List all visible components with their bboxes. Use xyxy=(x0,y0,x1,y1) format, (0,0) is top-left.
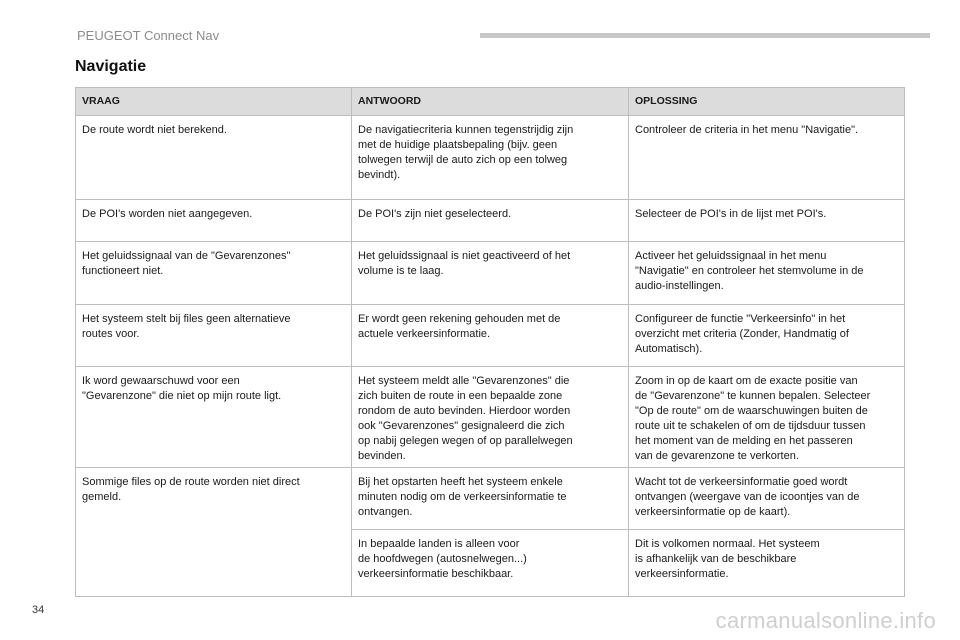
table-header-row xyxy=(76,88,905,116)
document-header-title: PEUGEOT Connect Nav xyxy=(77,28,220,43)
answer-cell: Het systeem meldt alle "Gevarenzones" die zich buiten de route in een bepaalde zone rondom de auto bevinden. Hierdoor worden ook "Gevarenzones" gesignaleerd die zich op nabij gelegen wegen of op parallelwegen bevinden. xyxy=(352,367,629,468)
question-cell: De route wordt niet berekend. xyxy=(76,116,352,200)
header-divider-bar xyxy=(480,33,930,38)
table-row xyxy=(76,468,905,530)
table-row xyxy=(76,305,905,367)
question-cell: Het geluidssignaal van de "Gevarenzones" functioneert niet. xyxy=(76,242,352,305)
section-title: Navigatie xyxy=(75,58,147,75)
answer-cell: De POI's zijn niet geselecteerd. xyxy=(352,200,629,242)
answer-cell: Bij het opstarten heeft het systeem enkele minuten nodig om de verkeersinformatie te ontvangen. xyxy=(352,468,629,530)
solution-cell: Dit is volkomen normaal. Het systeem is afhankelijk van de beschikbare verkeersinformatie. xyxy=(629,530,905,597)
answer-cell: In bepaalde landen is alleen voor de hoofdwegen (autosnelwegen...) verkeersinformatie beschikbaar. xyxy=(352,530,629,597)
troubleshooting-table xyxy=(75,87,905,597)
column-header-question: VRAAG xyxy=(76,88,352,116)
solution-cell: Activeer het geluidssignaal in het menu "Navigatie" en controleer het stemvolume in de audio-instellingen. xyxy=(629,242,905,305)
table-row xyxy=(76,530,905,597)
table-row xyxy=(76,200,905,242)
solution-cell: Zoom in op de kaart om de exacte positie van de "Gevarenzone" te kunnen bepalen. Selecteer "Op de route" om de waarschuwingen buiten de route uit te schakelen of om de tijdsduur tussen het moment van de melding en het passeren van de gevarenzone te verkorten. xyxy=(629,367,905,468)
page-number: 34 xyxy=(32,604,45,616)
solution-cell: Configureer de functie "Verkeersinfo" in het overzicht met criteria (Zonder, Handmatig of Automatisch). xyxy=(629,305,905,367)
column-header-solution: OPLOSSING xyxy=(629,88,905,116)
table-row xyxy=(76,116,905,200)
question-cell: Ik word gewaarschuwd voor een "Gevarenzone" die niet op mijn route ligt. xyxy=(76,367,352,468)
answer-cell: Er wordt geen rekening gehouden met de actuele verkeersinformatie. xyxy=(352,305,629,367)
table-row xyxy=(76,367,905,468)
question-cell: Het systeem stelt bij files geen alternatieve routes voor. xyxy=(76,305,352,367)
answer-cell: De navigatiecriteria kunnen tegenstrijdig zijn met de huidige plaatsbepaling (bijv. geen tolwegen terwijl de auto zich op een tolweg bevindt). xyxy=(352,116,629,200)
solution-cell: Controleer de criteria in het menu "Navigatie". xyxy=(629,116,905,200)
answer-cell: Het geluidssignaal is niet geactiveerd of het volume is te laag. xyxy=(352,242,629,305)
solution-cell: Selecteer de POI's in de lijst met POI's. xyxy=(629,200,905,242)
question-cell: De POI's worden niet aangegeven. xyxy=(76,200,352,242)
table-row xyxy=(76,242,905,305)
column-header-answer: ANTWOORD xyxy=(352,88,629,116)
question-cell xyxy=(76,530,352,597)
question-cell: Sommige files op de route worden niet direct gemeld. xyxy=(76,468,352,530)
solution-cell: Wacht tot de verkeersinformatie goed wordt ontvangen (weergave van de icoontjes van de verkeersinformatie op de kaart). xyxy=(629,468,905,530)
watermark: carmanualsonline.info xyxy=(715,608,936,633)
